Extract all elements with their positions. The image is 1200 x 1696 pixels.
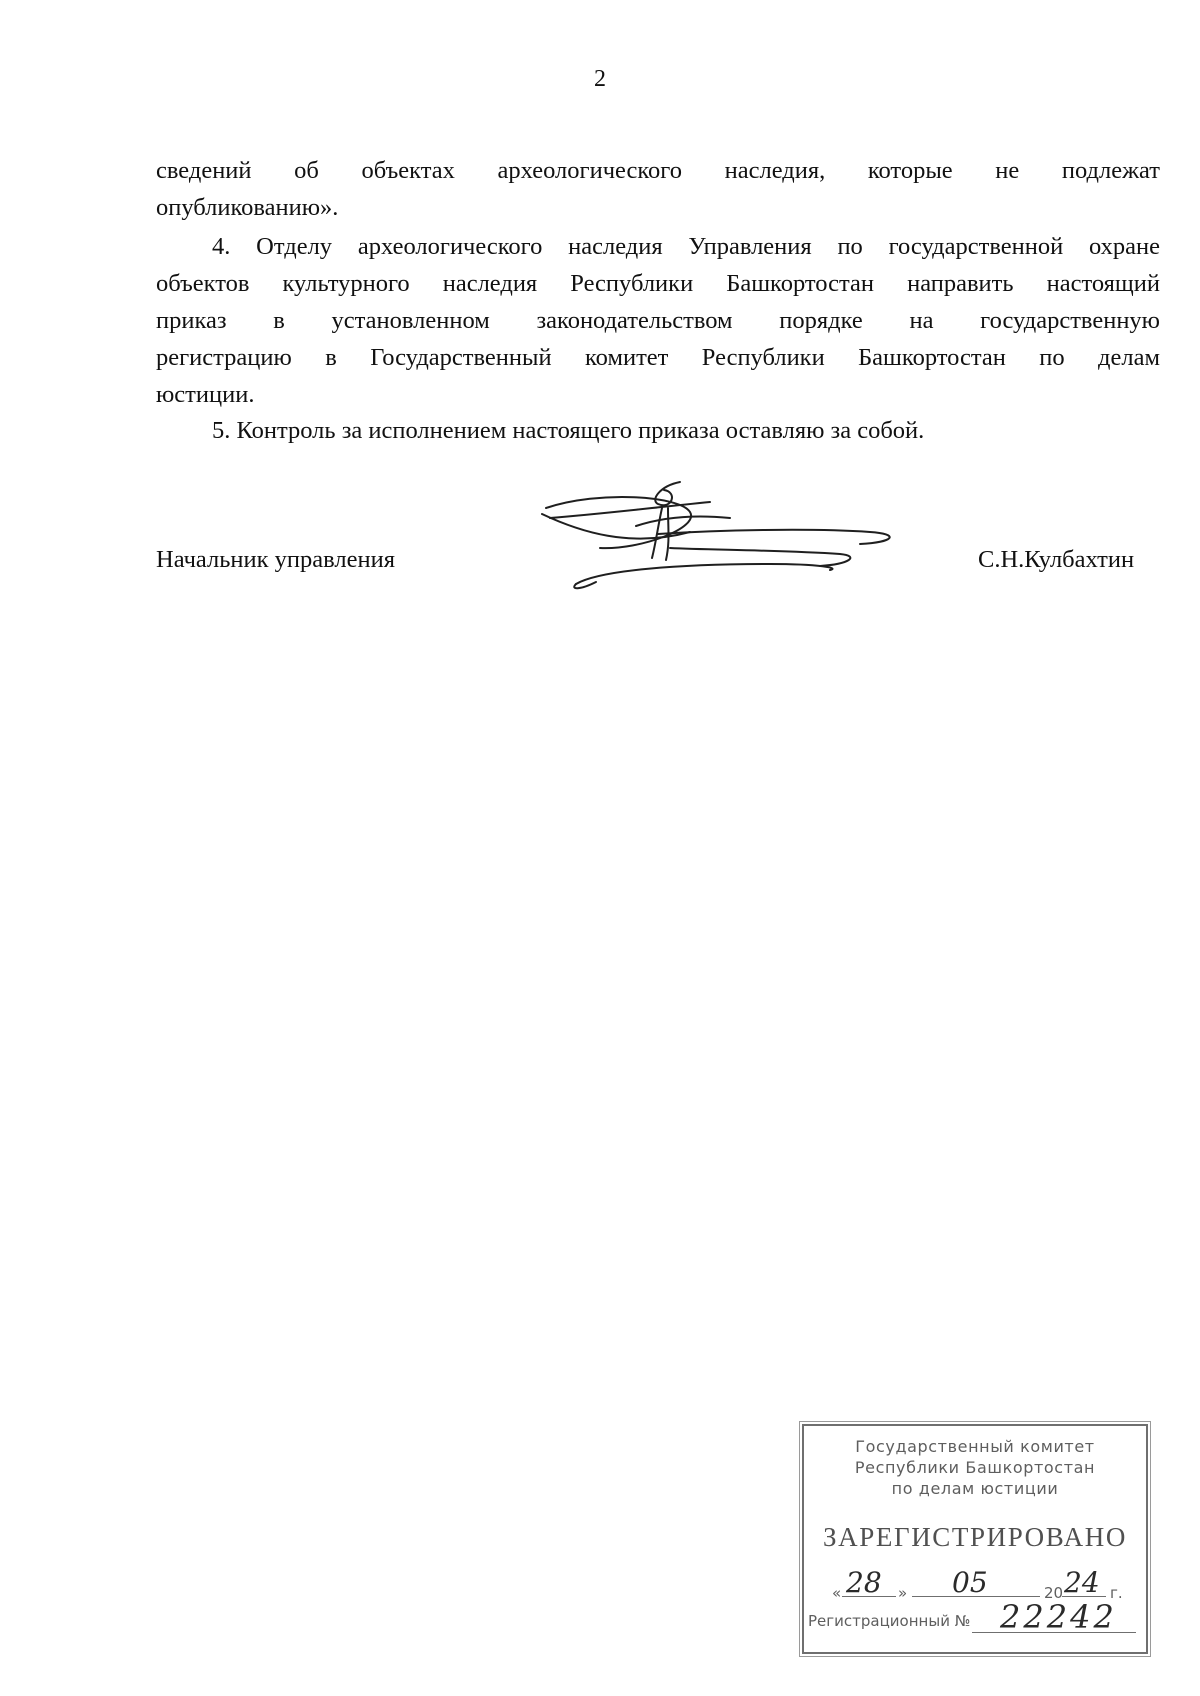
stamp-year-underline <box>1062 1596 1106 1597</box>
signatory-title: Начальник управления <box>156 546 395 573</box>
stamp-reg-underline <box>972 1632 1136 1633</box>
stamp-reg-label: Регистрационный № <box>808 1612 971 1630</box>
stamp-status: ЗАРЕГИСТРИРОВАНО <box>823 1522 1127 1552</box>
stamp-organization <box>804 1436 1146 1499</box>
stamp-org-line: Республики Башкортостан <box>854 1458 1096 1477</box>
stamp-quote-close: » <box>898 1584 908 1602</box>
paragraph-line: объектов культурного наследия Республики Башкортостан направить настоящий <box>156 270 1160 297</box>
paragraph-line: 5. Контроль за исполнением настоящего приказа оставляю за собой. <box>212 417 925 444</box>
registration-stamp <box>802 1424 1148 1654</box>
page-number: 2 <box>594 66 606 92</box>
paragraph-line: юстиции. <box>156 381 255 408</box>
stamp-reg-number: 22242 <box>1000 1598 1117 1636</box>
paragraph-line: сведений об объектах археологического наследия, которые не подлежат <box>156 157 1160 184</box>
stamp-day-underline <box>842 1596 896 1597</box>
stamp-year-unit: г. <box>1110 1584 1123 1602</box>
stamp-day: 28 <box>846 1566 882 1599</box>
paragraph-line: опубликованию». <box>156 194 339 221</box>
stamp-year-prefix: 20 <box>1044 1584 1064 1602</box>
stamp-org-line: Государственный комитет <box>855 1437 1095 1456</box>
paragraph-item-5 <box>156 412 1160 449</box>
stamp-month: 05 <box>952 1566 988 1599</box>
paragraph-line: приказ в установленном законодательством порядке на государственную <box>156 307 1160 334</box>
paragraph-line: 4. Отделу археологического наследия Управления по государственной охране <box>212 233 1160 260</box>
handwritten-signature <box>540 478 940 608</box>
paragraph-line: регистрацию в Государственный комитет Республики Башкортостан по делам <box>156 344 1160 371</box>
stamp-month-underline <box>912 1596 1040 1597</box>
stamp-org-line: по делам юстиции <box>891 1479 1059 1498</box>
signatory-name: С.Н.Кулбахтин <box>978 546 1135 573</box>
stamp-quote-open: « <box>832 1584 842 1602</box>
paragraph-continuation <box>156 152 1160 226</box>
paragraph-item-4 <box>156 228 1160 413</box>
stamp-year-suffix: 24 <box>1064 1566 1100 1599</box>
